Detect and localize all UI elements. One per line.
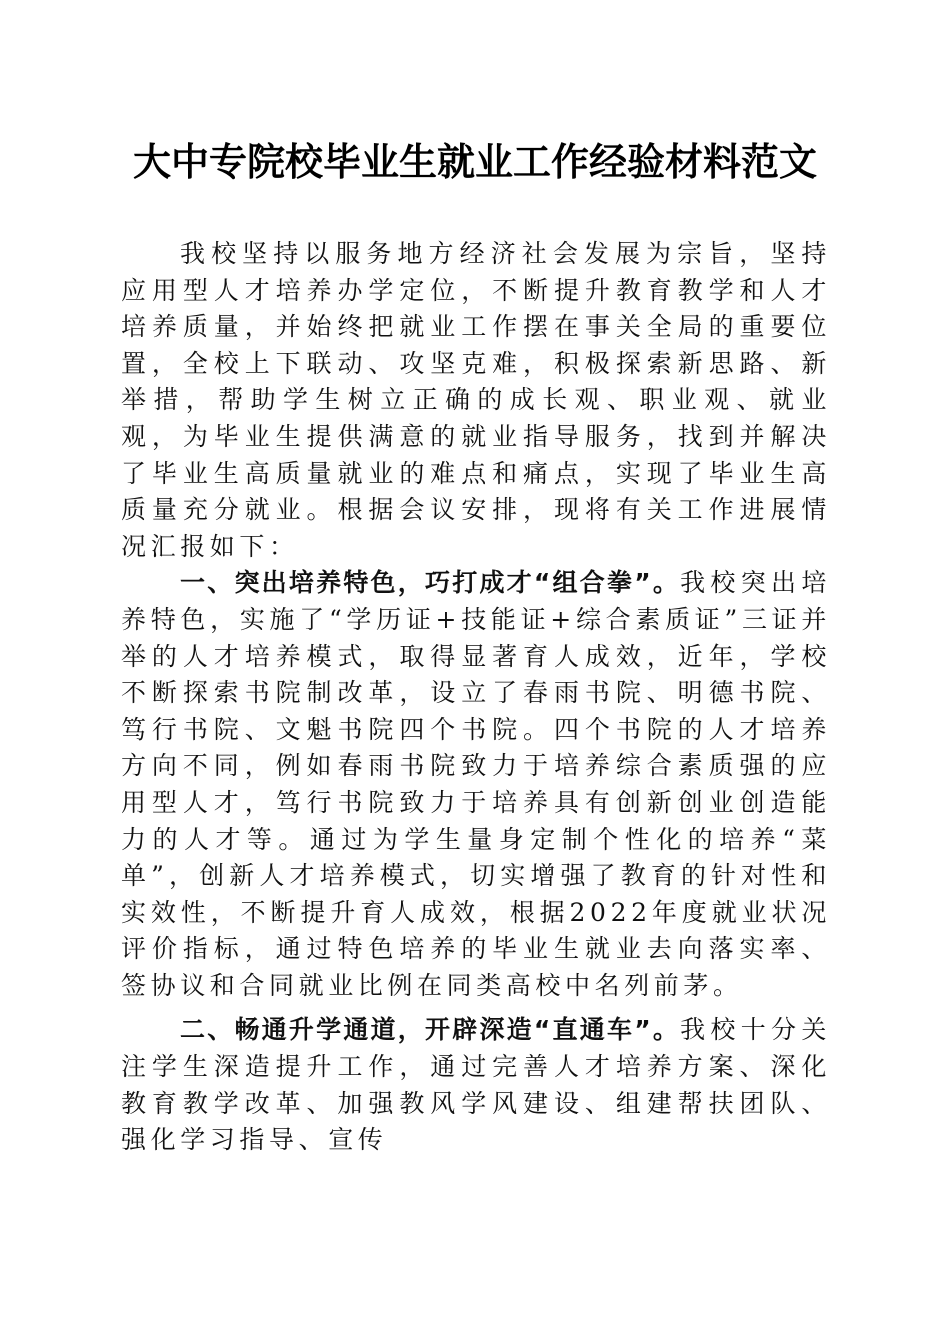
intro-paragraph: 我校坚持以服务地方经济社会发展为宗旨，坚持应用型人才培养办学定位，不断提升教育教学和人才培养质量，并始终把就业工作摆在事关全局的重要位置，全校上下联动、攻坚克难，积极探索新思路、新举措，帮助学生树立正确的成长观、职业观、就业观，为毕业生提供满意的就业指导服务，找到并解决了毕业生高质量就业的难点和痛点，实现了毕业生高质量充分就业。根据会议安排，现将有关工作进展情况汇报如下： <box>121 239 831 561</box>
document-title: 大中专院校毕业生就业工作经验材料范文 <box>132 139 817 184</box>
document-body <box>121 236 831 1159</box>
section-1-body: 我校突出培养特色，实施了“学历证+技能证+综合素质证”三证并举的人才培养模式，取得显著育人成效，近年，学校不断探索书院制改革，设立了春雨书院、明德书院、笃行书院、文魁书院四个书院。四个书院的人才培养方向不同，例如春雨书院致力于培养综合素质强的应用型人才，笃行书院致力于培养具有创新创业创造能力的人才等。通过为学生量身定制个性化的培养“菜单”，创新人才培养模式，切实增强了教育的针对性和实效性，不断提升育人成效，根据2022年度就业状况评价指标，通过特色培养的毕业生就业去向落实率、签协议和合同就业比例在同类高校中名列前茅。 <box>121 568 831 1000</box>
section-1-paragraph <box>121 565 831 1004</box>
section-2-paragraph <box>121 1012 831 1158</box>
section-2-heading: 二、畅通升学通道，开辟深造“直通车”。 <box>180 1015 681 1045</box>
section-2-body: 我校十分关注学生深造提升工作，通过完善人才培养方案、深化教育教学改革、加强教风学风建设、组建帮扶团队、强化学习指导、宣传 <box>121 1015 831 1155</box>
section-1-heading: 一、突出培养特色，巧打成才“组合拳”。 <box>180 568 681 598</box>
